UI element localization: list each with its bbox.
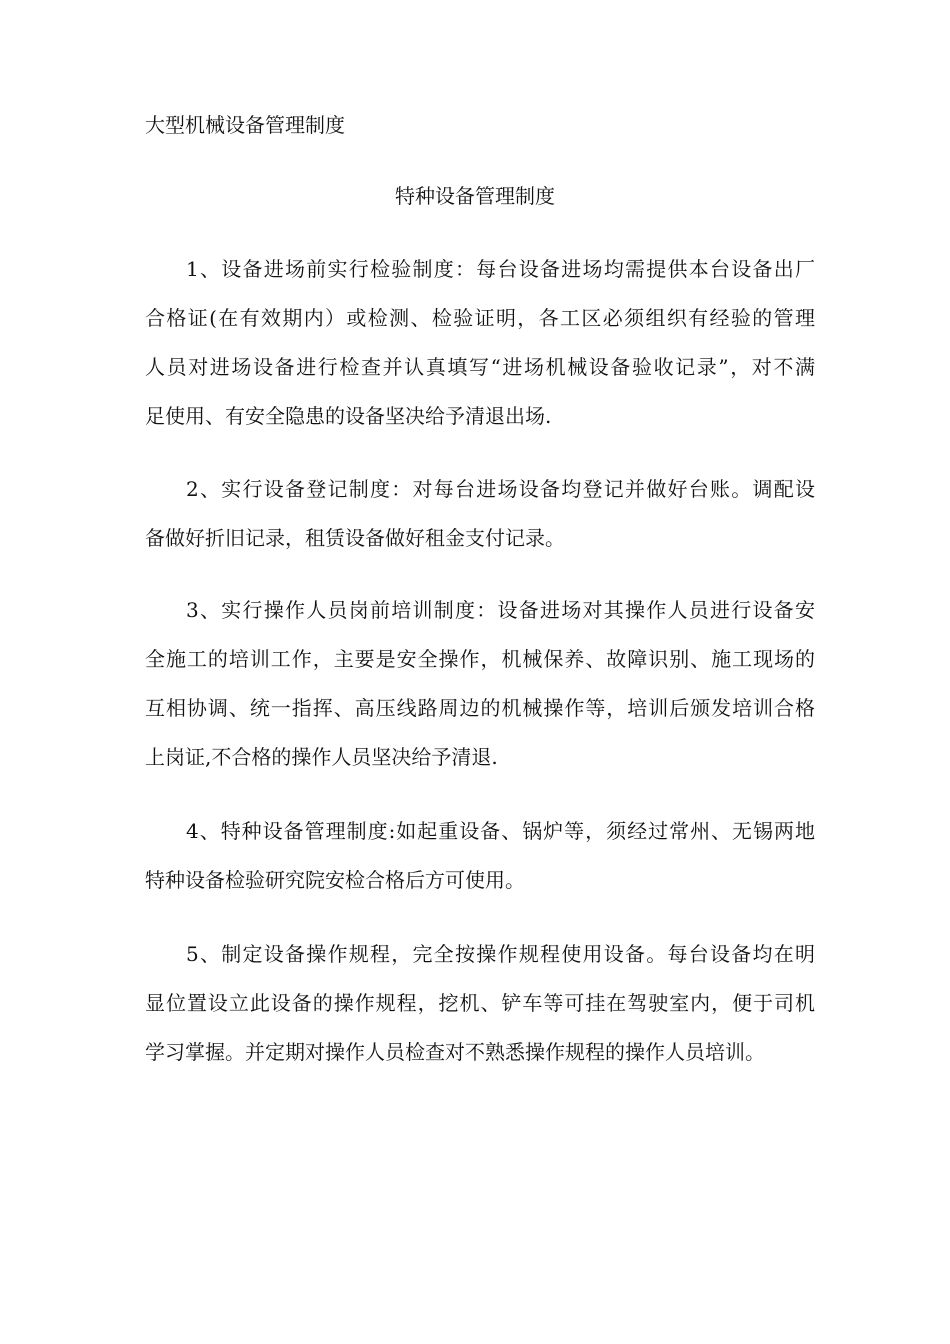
paragraph-2 [145,465,815,563]
paragraph-line: 全施工的培训工作，主要是安全操作，机械保养、故障识别、施工现场的 [145,647,815,671]
paragraph-4 [145,807,815,905]
paragraph-line: 学习掌握。并定期对操作人员检查对不熟悉操作规程的操作人员培训。 [145,1040,765,1064]
paragraph-5 [145,930,815,1077]
paragraph-line: 1、设备进场前实行检验制度：每台设备进场均需提供本台设备出厂 [186,257,815,281]
paragraph-line: 2、实行设备登记制度：对每台进场设备均登记并做好台账。调配设 [186,477,815,501]
paragraph-line: 3、实行操作人员岗前培训制度：设备进场对其操作人员进行设备安 [186,598,815,622]
paragraph-line: 合格证(在有效期内）或检测、检验证明，各工区必须组织有经验的管理 [145,306,815,330]
paragraph-line: 上岗证,不合格的操作人员坚决给予清退. [145,745,498,769]
paragraph-line: 特种设备检验研究院安检合格后方可使用。 [145,868,525,892]
paragraph-line: 足使用、有安全隐患的设备坚决给予清退出场. [145,404,552,428]
paragraph-1 [145,245,815,441]
paragraph-line: 5、制定设备操作规程，完全按操作规程使用设备。每台设备均在明 [186,942,815,966]
paragraph-line: 互相协调、统一指挥、高压线路周边的机械操作等，培训后颁发培训合格 [145,696,815,720]
paragraph-line: 备做好折旧记录，租赁设备做好租金支付记录。 [145,526,565,550]
document-title: 特种设备管理制度 [395,184,555,208]
document-header: 大型机械设备管理制度 [145,113,345,137]
paragraph-line: 显位置设立此设备的操作规程，挖机、铲车等可挂在驾驶室内，便于司机 [145,991,815,1015]
paragraph-line: 4、特种设备管理制度:如起重设备、锅炉等，须经过常州、无锡两地 [186,819,815,843]
paragraph-3 [145,586,815,782]
paragraph-line: 人员对进场设备进行检查并认真填写“进场机械设备验收记录”，对不满 [145,355,815,379]
